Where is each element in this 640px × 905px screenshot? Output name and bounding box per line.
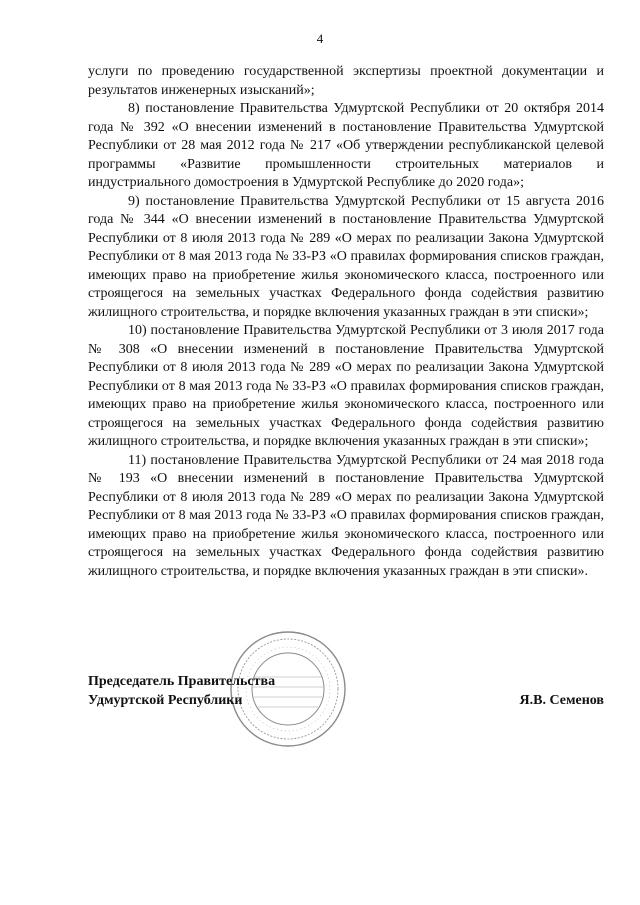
- paragraph-item-8: 8) постановление Правительства Удмуртской Республики от 20 октября 2014 года № 392 «О внесении изменений в постановление Правительства Удмуртской Республики от 28 мая 2012 года № 217 «Об утверждении республиканской целевой программы «Развитие промышленности строительных материалов и индустриального домостроения в Удмуртской Республике до 2020 года»;: [88, 101, 604, 190]
- signature-block: [88, 672, 604, 762]
- paragraph-item-11: 11) постановление Правительства Удмуртской Республики от 24 мая 2018 года № 193 «О внесении изменений в постановление Правительства Удмуртской Республики от 8 июля 2013 года № 289 «О мерах по реализации Закона Удмуртской Республики от 8 мая 2013 года № 33-РЗ «О правилах формирования списков граждан, имеющих право на приобретение жилья экономического класса, построенного или строящегося на земельных участках Федерального фонда содействия развитию жилищного строительства, и порядке включения указанных граждан в эти списки».: [88, 452, 604, 579]
- page-number: 4: [316, 31, 324, 46]
- signer-name: Я.В. Семенов: [519, 693, 604, 708]
- paragraph-continuation: услуги по проведению государственной экспертизы проектной документации и результатов инженерных изысканий»;: [88, 64, 604, 98]
- paragraph-item-10: 10) постановление Правительства Удмуртской Республики от 3 июля 2017 года № 308 «О внесении изменений в постановление Правительства Удмуртской Республики от 8 июля 2013 года № 289 «О мерах по реализации Закона Удмуртской Республики от 8 мая 2013 года № 33-РЗ «О правилах формирования списков граждан, имеющих право на приобретение жилья экономического класса, построенного или строящегося на земельных участках Федерального фонда содействия развитию жилищного строительства, и порядке включения указанных граждан в эти списки»;: [88, 323, 604, 449]
- paragraph-item-9: 9) постановление Правительства Удмуртской Республики от 15 августа 2016 года № 344 «О внесении изменений в постановление Правительства Удмуртской Республики от 8 июля 2013 года № 289 «О мерах по реализации Закона Удмуртской Республики от 8 мая 2013 года № 33-РЗ «О правилах формирования списков граждан, имеющих право на приобретение жилья экономического класса, построенного или строящегося на земельных участках Федерального фонда содействия развитию жилищного строительства, и порядке включения указанных граждан в эти списки»;: [88, 193, 604, 320]
- document-body: [88, 63, 604, 581]
- signer-position-line2: Удмуртской Республики: [88, 693, 243, 708]
- signer-position-line1: Председатель Правительства: [88, 674, 276, 689]
